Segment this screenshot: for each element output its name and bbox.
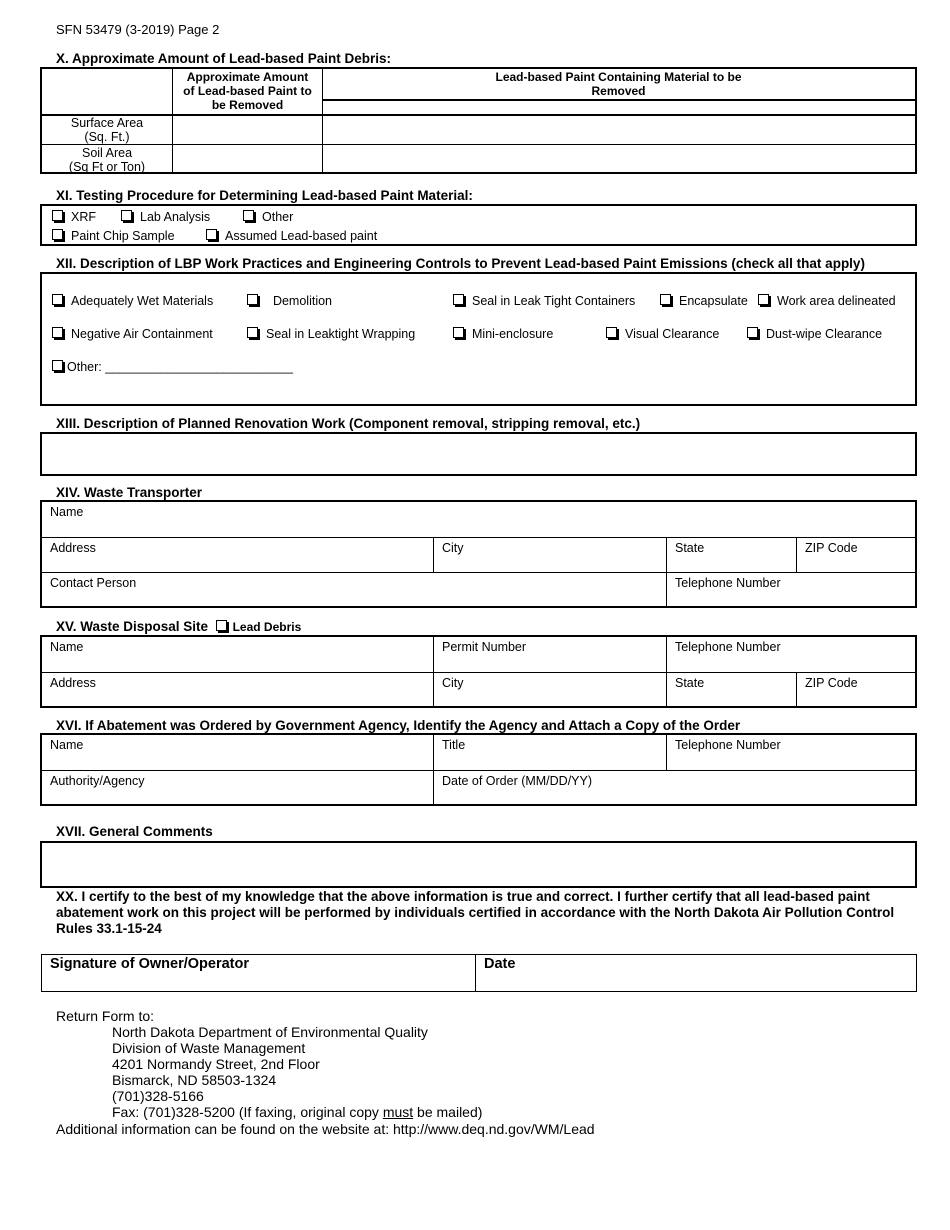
field-label: ZIP Code [805,541,858,555]
option-wet-materials[interactable] [52,294,213,308]
section-xvii-title: XVII. General Comments [56,824,213,839]
agency-name-field[interactable] [42,735,433,770]
checkbox-icon[interactable] [243,210,254,221]
field-label: Permit Number [442,640,527,654]
field-label: State [675,541,705,555]
checkbox-icon[interactable] [247,327,258,338]
col-header-material: Lead-based Paint Containing Material to be Removed [495,70,742,98]
option-label: Negative Air Containment [71,327,213,341]
return-line: (701)328-5166 [112,1088,204,1104]
option-label: XRF [71,210,96,224]
row-surface-area-label: Surface Area [70,116,144,130]
option-dust-wipe[interactable] [747,327,882,341]
signature-field[interactable] [42,955,475,991]
field-label: ZIP Code [805,676,858,690]
checkbox-icon[interactable] [52,229,63,240]
return-line: North Dakota Department of Environmental Quality [112,1024,428,1040]
row-soil-area [42,145,172,175]
option-seal-wrapping[interactable] [247,327,415,341]
disposal-zip-field[interactable] [797,673,915,706]
field-label: Address [50,541,96,555]
agency-phone-field[interactable] [667,735,915,770]
surface-amount-field[interactable] [173,116,322,144]
disposal-city-field[interactable] [434,673,666,706]
checkbox-icon[interactable] [747,327,758,338]
checkbox-icon[interactable] [52,327,63,338]
fax-text-end: be mailed) [413,1104,483,1120]
row-surface-area-unit: (Sq. Ft.) [84,130,130,144]
website-info: Additional information can be found on the website at: http://www.deq.nd.gov/WM/Lead [56,1121,595,1137]
certification-text: XX. I certify to the best of my knowledge that the above information is true and correct. I further certify that all lead-based paint abatement work on this project will be performed by individuals certified in accordance with the North Dakota Air Pollution Control Rules 33.1-15-24 [56,889,895,936]
soil-material-field[interactable] [323,145,915,172]
general-comments-field[interactable] [40,841,917,888]
renovation-description-field[interactable] [40,432,917,476]
disposal-site-table [40,635,917,708]
field-label: Title [442,738,466,752]
checkbox-icon[interactable] [660,294,671,305]
row-soil-area-label: Soil Area [81,146,133,160]
option-label: Lab Analysis [140,210,211,224]
section-xv-title [56,619,301,634]
return-fax [112,1104,482,1120]
signature-date-field[interactable] [476,955,916,991]
transporter-name-field[interactable] [42,502,915,537]
disposal-state-field[interactable] [667,673,796,706]
option-label: Seal in Leaktight Wrapping [266,327,416,341]
work-practices-box [40,272,917,406]
field-label: Telephone Number [675,640,781,654]
option-mini-enclosure[interactable] [453,327,553,341]
section-xii-title: XII. Description of LBP Work Practices and Engineering Controls to Prevent Lead-based Paint Emissions (check all that apply) [56,256,865,271]
option-other[interactable] [243,210,293,224]
field-label: Signature of Owner/Operator [50,956,249,972]
option-encapsulate[interactable] [660,294,748,308]
checkbox-icon[interactable] [52,210,63,221]
field-label: City [442,676,464,690]
section-xi-title: XI. Testing Procedure for Determining Lead-based Paint Material: [56,188,473,203]
soil-amount-field[interactable] [173,145,322,172]
section-xvi-title: XVI. If Abatement was Ordered by Government Agency, Identify the Agency and Attach a Copy of the Order [56,718,741,733]
disposal-address-field[interactable] [42,673,433,706]
option-label: Dust-wipe Clearance [766,327,883,341]
field-label: Telephone Number [675,576,781,590]
lead-debris-checkbox-icon[interactable] [216,620,227,631]
checkbox-icon[interactable] [758,294,769,305]
transporter-contact-field[interactable] [42,573,666,606]
return-line: 4201 Normandy Street, 2nd Floor [112,1056,320,1072]
field-label: Name [50,505,84,519]
return-address [112,1024,482,1120]
transporter-city-field[interactable] [434,538,666,572]
field-label: City [442,541,464,555]
checkbox-icon[interactable] [52,360,63,371]
row-soil-area-unit: (Sq Ft or Ton) [68,160,146,174]
transporter-address-field[interactable] [42,538,433,572]
field-label: Telephone Number [675,738,781,752]
option-label: Mini-enclosure [472,327,554,341]
section-xiii-title: XIII. Description of Planned Renovation Work (Component removal, stripping removal, etc.) [56,416,641,431]
option-label: Visual Clearance [625,327,720,341]
section-xiv-title: XIV. Waste Transporter [56,485,203,500]
transporter-state-field[interactable] [667,538,796,572]
field-label: Contact Person [50,576,137,590]
agency-authority-field[interactable] [42,771,433,804]
field-label: Date of Order (MM/DD/YY) [442,774,593,788]
option-label: Other [262,210,294,224]
checkbox-icon[interactable] [52,294,63,305]
option-assumed-lbp[interactable] [206,229,377,243]
option-seal-containers[interactable] [453,294,635,308]
checkbox-icon[interactable] [453,327,464,338]
option-negative-air[interactable] [52,327,213,341]
field-label: Authority/Agency [50,774,145,788]
signature-table [41,954,917,992]
option-label: Paint Chip Sample [71,229,175,243]
field-label: Address [50,676,96,690]
agency-title-field[interactable] [434,735,666,770]
disposal-phone-field[interactable] [667,637,915,672]
option-demolition[interactable] [247,294,332,308]
option-work-area-delineated[interactable] [758,294,896,308]
option-label: Encapsulate [679,294,748,308]
debris-table [40,67,917,174]
option-label: Adequately Wet Materials [71,294,214,308]
row-surface-area [42,115,172,145]
checkbox-icon[interactable] [606,327,617,338]
option-other-practice[interactable] [52,360,293,374]
option-label: Work area delineated [777,294,896,308]
option-xrf[interactable] [52,210,96,224]
col-header-amount: Approximate Amount of Lead-based Paint to be Removed [183,70,312,112]
agency-table [40,733,917,806]
return-heading: Return Form to: [56,1008,155,1024]
option-label: Seal in Leak Tight Containers [472,294,636,308]
form-id: SFN 53479 (3-2019) Page 2 [56,22,220,37]
field-label: Name [50,738,84,752]
field-label: Name [50,640,84,654]
disposal-permit-field[interactable] [434,637,666,672]
option-paint-chip[interactable] [52,229,175,243]
return-line: Division of Waste Management [112,1040,306,1056]
fax-text: Fax: (701)328-5200 (If faxing, original copy [112,1104,383,1120]
transporter-phone-field[interactable] [667,573,915,606]
fax-must: must [382,1104,414,1120]
option-label: Demolition [272,294,333,308]
disposal-name-field[interactable] [42,637,433,672]
option-label: Assumed Lead-based paint [225,229,378,243]
return-line: Bismarck, ND 58503-1324 [112,1072,277,1088]
agency-order-date-field[interactable] [434,771,915,804]
checkbox-icon[interactable] [453,294,464,305]
option-visual-clearance[interactable] [606,327,719,341]
checkbox-icon[interactable] [206,229,217,240]
testing-procedure-box [40,204,917,246]
field-label: State [675,676,705,690]
transporter-zip-field[interactable] [797,538,915,572]
checkbox-icon[interactable] [247,294,258,305]
section-xv-title-text: XV. Waste Disposal Site [56,619,209,634]
surface-material-field[interactable] [323,116,915,144]
section-x-title: X. Approximate Amount of Lead-based Paint Debris: [56,51,392,66]
checkbox-icon[interactable] [121,210,132,221]
lead-debris-label: Lead Debris [232,620,302,634]
option-label: Other: ___________________________ [67,360,293,374]
field-label: Date [484,956,516,972]
option-lab-analysis[interactable] [121,210,210,224]
transporter-table [40,500,917,608]
